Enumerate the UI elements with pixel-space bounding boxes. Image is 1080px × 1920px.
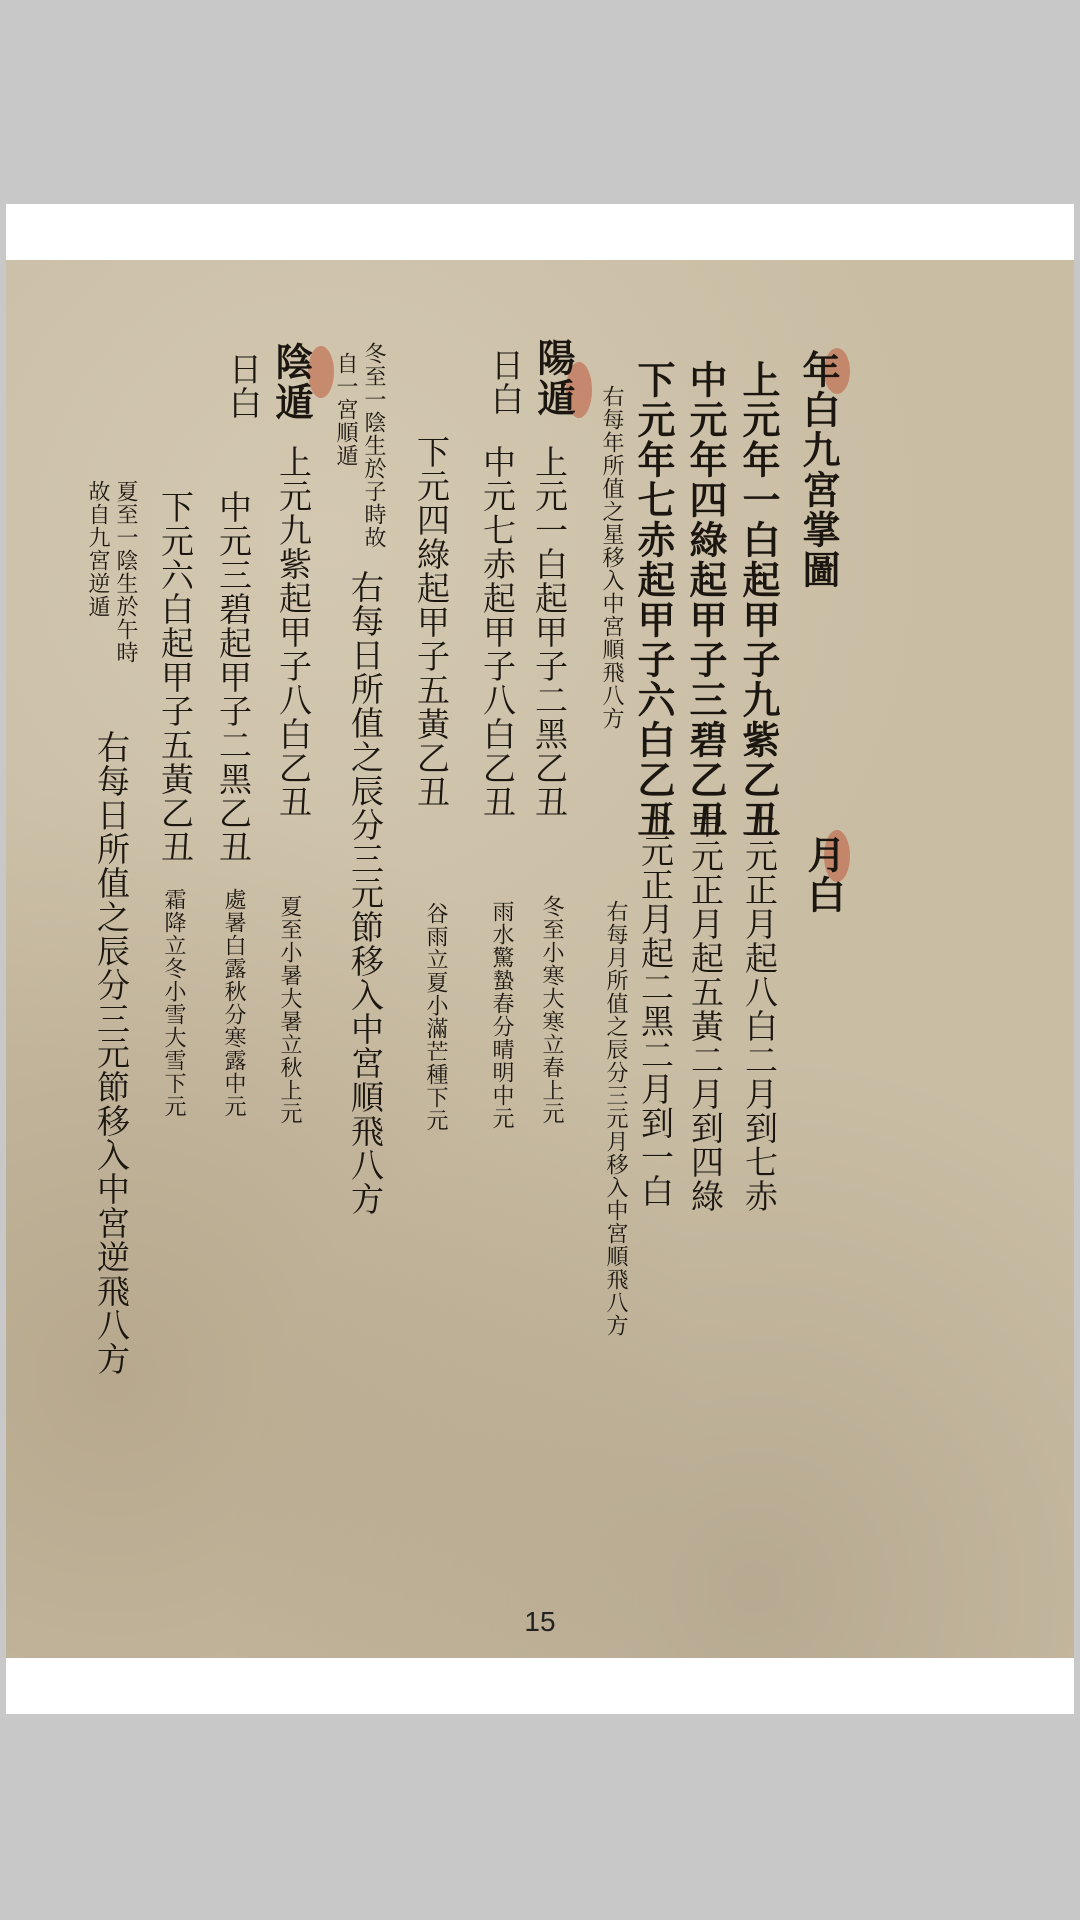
terms-row-1: 冬至小寒大寒立春上元 [539,895,564,1125]
month-upper: 上元正月起八白二月到七赤 [740,805,779,1213]
yin-upper: 上元九紫起甲子八白乙丑 [274,445,313,819]
summer-note-b: 故自九宮逆遁 [85,480,110,618]
yin-note: 右每日所值之辰分三元節移入中宮逆飛八方 [92,730,131,1376]
title-year: 年白九宮掌圖 [796,350,841,590]
year-lower: 下元年七赤起甲子六白乙丑 [631,360,676,840]
month-lower: 下元正月起二黑二月到一白 [636,800,675,1208]
month-middle: 中元正月起五黃二月到四綠 [686,805,725,1213]
yin-dun: 陰遁 [269,342,314,422]
day-white-2: 日白 [224,352,263,420]
summer-note-a: 夏至一陰生於午時 [113,480,138,664]
year-note: 右每年所值之星移入中宮順飛八方 [599,385,624,730]
year-upper: 上元年一白起甲子九紫乙丑 [736,360,781,840]
winter-note-a: 冬至一陰生於子時故 [361,342,386,549]
winter-note-b: 自一宮順遁 [333,352,358,467]
yang-lower: 下元四綠起甲子五黃乙丑 [412,435,451,809]
title-month: 月白 [801,835,846,915]
month-note: 右每月所值之辰分三元月移入中宮順飛八方 [603,900,628,1337]
manuscript-page [6,260,1074,1658]
terms-row-3: 谷雨立夏小滿芒種下元 [423,902,448,1132]
yang-dun: 陽遁 [531,338,576,418]
day-white-1: 日白 [486,348,525,416]
terms-row-4: 夏至小暑大暑立秋上元 [277,895,302,1125]
page-number: 15 [524,1606,556,1637]
yang-note: 右每日所值之辰分三元節移入中宮順飛八方 [346,570,385,1216]
terms-row-6: 霜降立冬小雪大雪下元 [161,888,186,1118]
yin-lower: 下元六白起甲子五黃乙丑 [156,490,195,864]
yang-middle: 中元七赤起甲子八白乙丑 [478,445,517,819]
year-middle: 中元年四綠起甲子三碧乙丑 [683,360,728,840]
terms-row-2: 雨水驚蟄春分晴明中元 [489,900,514,1130]
yin-middle: 中元三碧起甲子二黑乙丑 [214,490,253,864]
terms-row-5: 處暑白露秋分寒露中元 [221,888,246,1118]
yang-upper: 上元一白起甲子二黑乙丑 [530,445,569,819]
